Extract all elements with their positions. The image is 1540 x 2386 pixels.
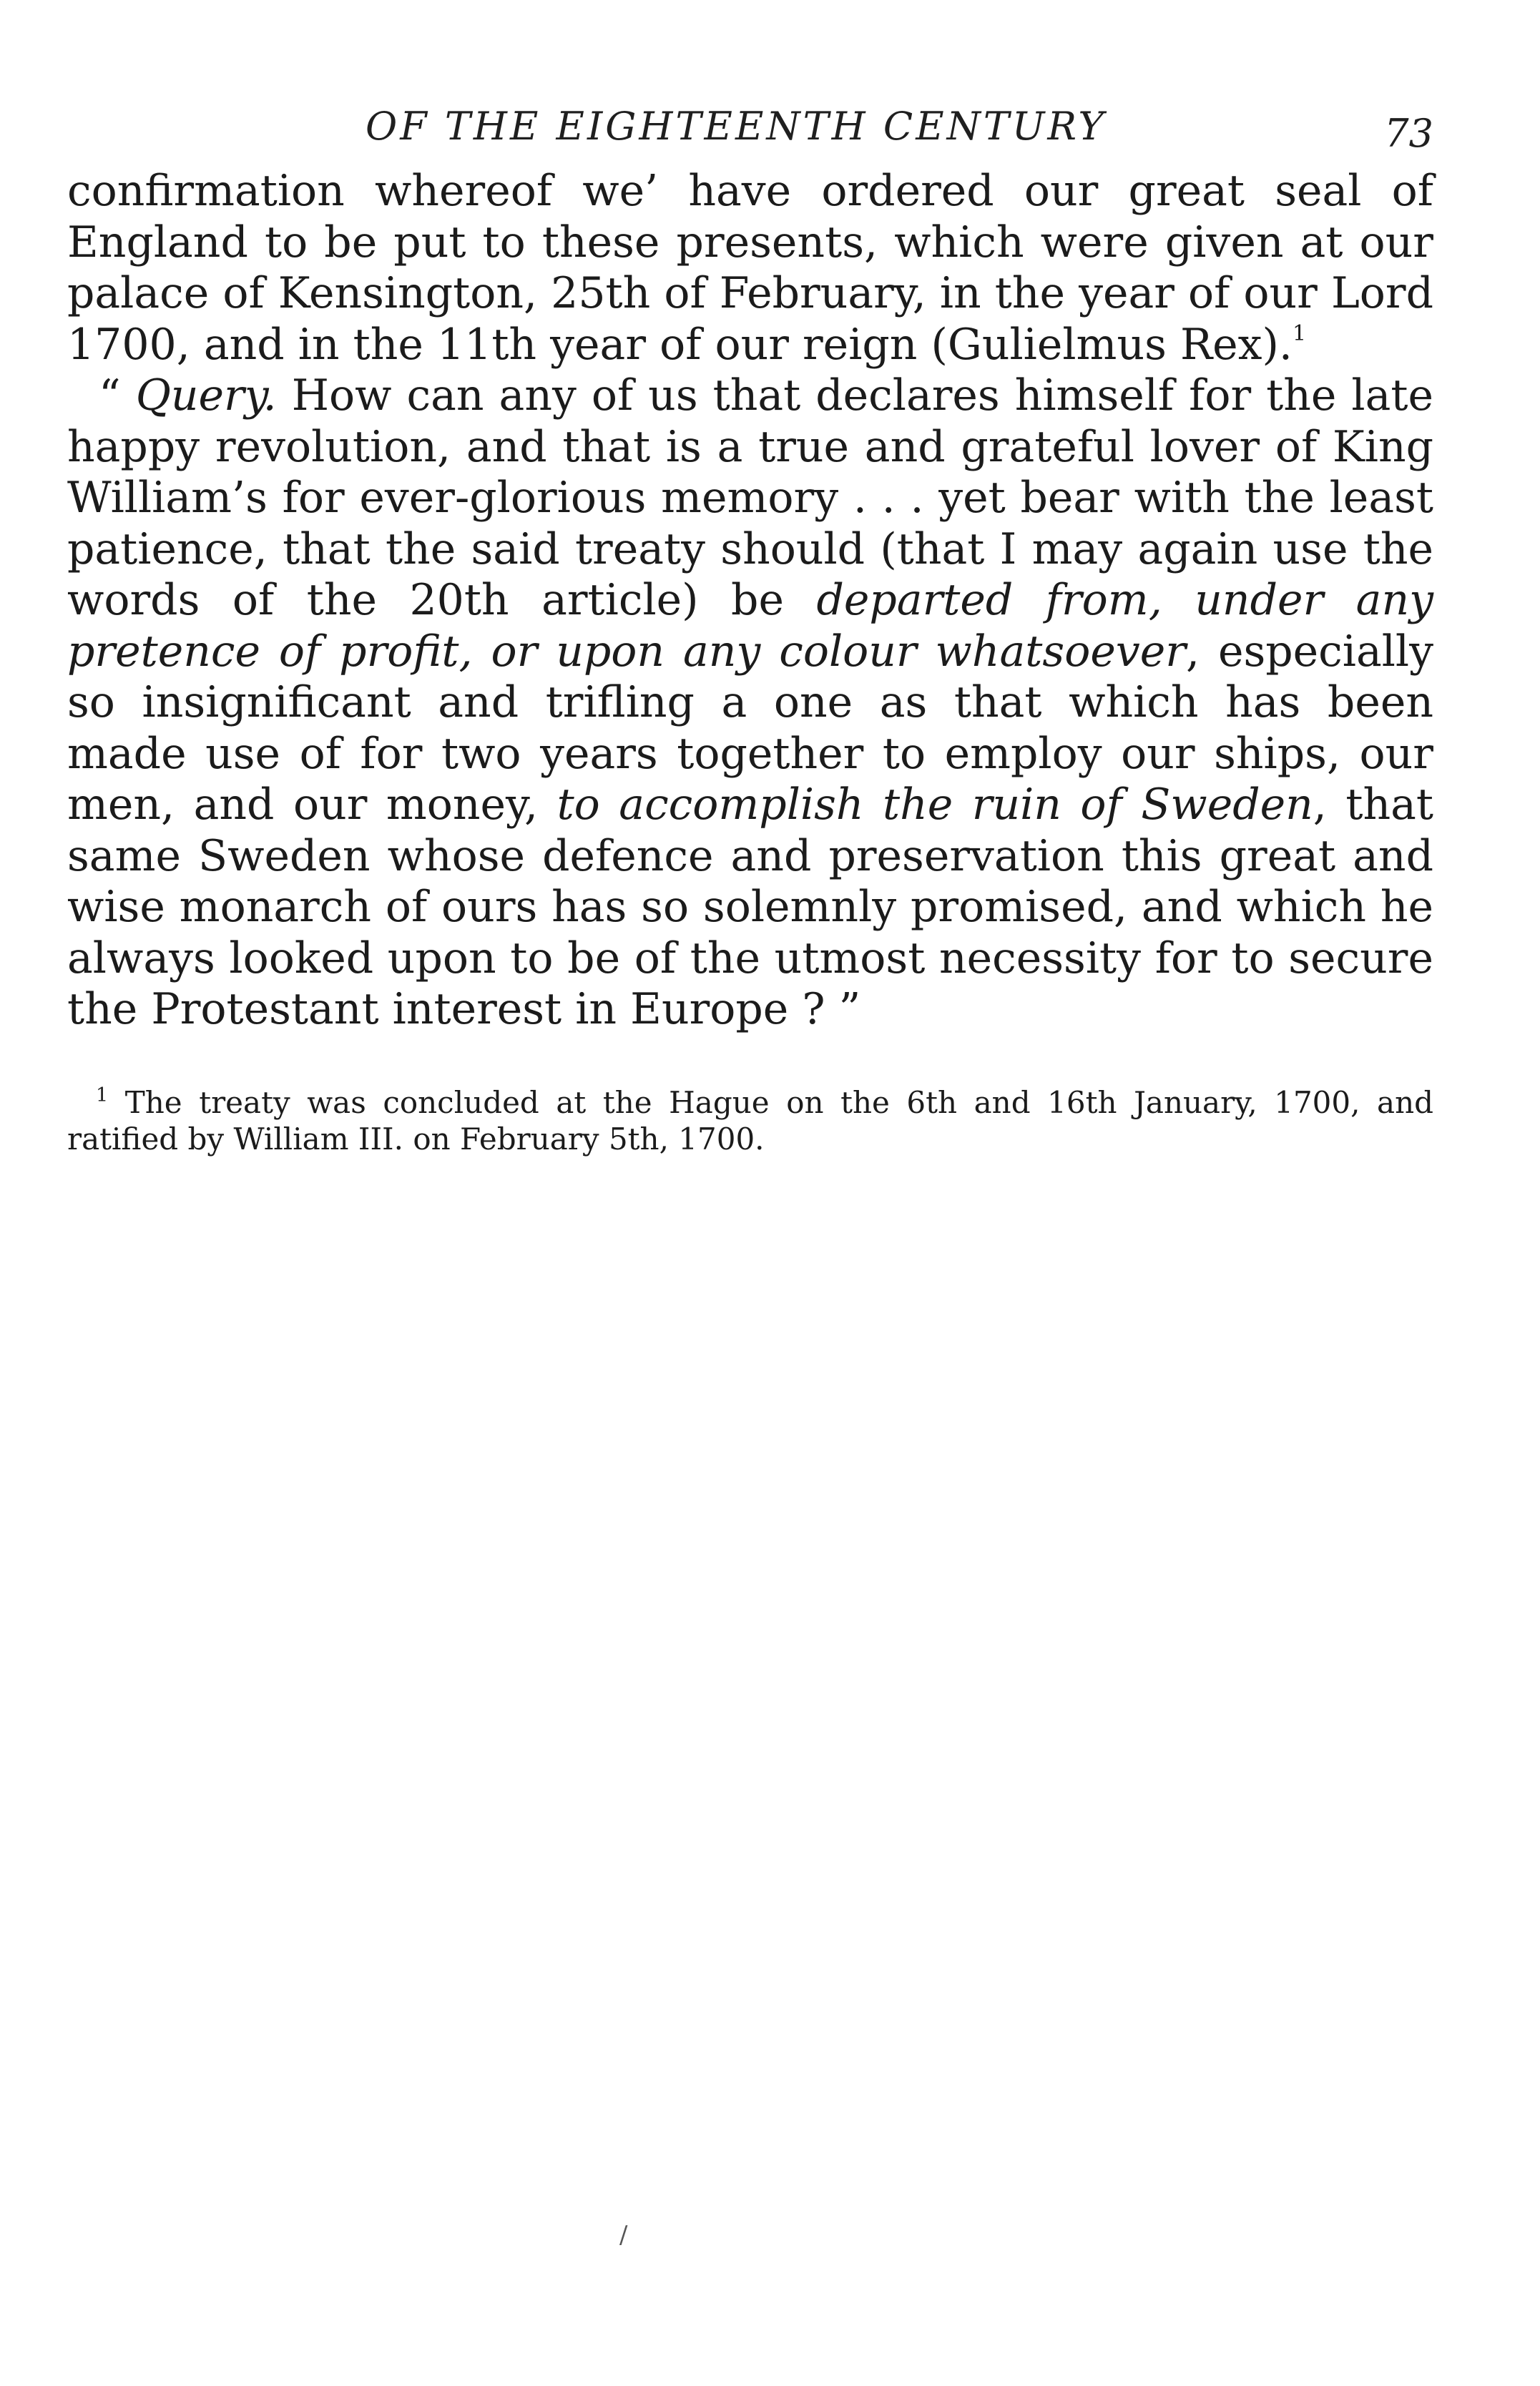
page-header [67, 94, 1433, 159]
footnote-mark: 1 [96, 1084, 109, 1106]
footnote [67, 1084, 1433, 1157]
italic-phrase-departed: departed from, under any pretence of profit, or upon any colour whatsoever [67, 575, 1433, 677]
open-quote: “ [99, 370, 136, 421]
footnote-text: The treaty was concluded at the Hague on the 6th and 16th January, 1700, and ratified by William III. on February 5th, 1700. [67, 1084, 1433, 1157]
paragraph-2-text-c: , that same Sweden whose defence and preservation this great and wise monarch of ours has so solemnly promised, and which he always looked upon to be of the utmost necessity for to secure the Protestant interest in Europe ? ” [67, 780, 1434, 1034]
stray-ink-mark: / [619, 2221, 628, 2249]
page-number: 73 [1384, 111, 1433, 156]
paragraph-2 [67, 370, 1433, 1036]
paragraph-1-text: confirmation whereof we’ have ordered our great seal of England to be put to these presents, which were given at our palace of Kensington, 25th of February, in the year of our Lord 1700, and in the 11th year of our reign (Gulielmus Rex). [67, 166, 1433, 370]
paragraph-1 [67, 166, 1433, 370]
italic-phrase-sweden: to accomplish the ruin of Sweden [556, 780, 1313, 830]
paragraph-2-text-a: How can any of us that declares himself for the late happy revolution, and that is a true and grateful lover of King William’s for ever-glorious memory . . . yet bear with the least patience, that the said treaty should (that I may again use the words of the 20th article) be [67, 370, 1433, 625]
book-page [67, 94, 1433, 1157]
footnote-reference: 1 [1292, 320, 1307, 346]
body-text [67, 166, 1433, 1036]
paragraph-2-text-b: , especially so insignificant and trifling a one as that which has been made use of for two years together to employ our ships, our men, and our money, [67, 626, 1433, 830]
running-title: OF THE EIGHTEENTH CENTURY [365, 104, 1107, 149]
query-word: Query. [135, 370, 277, 421]
